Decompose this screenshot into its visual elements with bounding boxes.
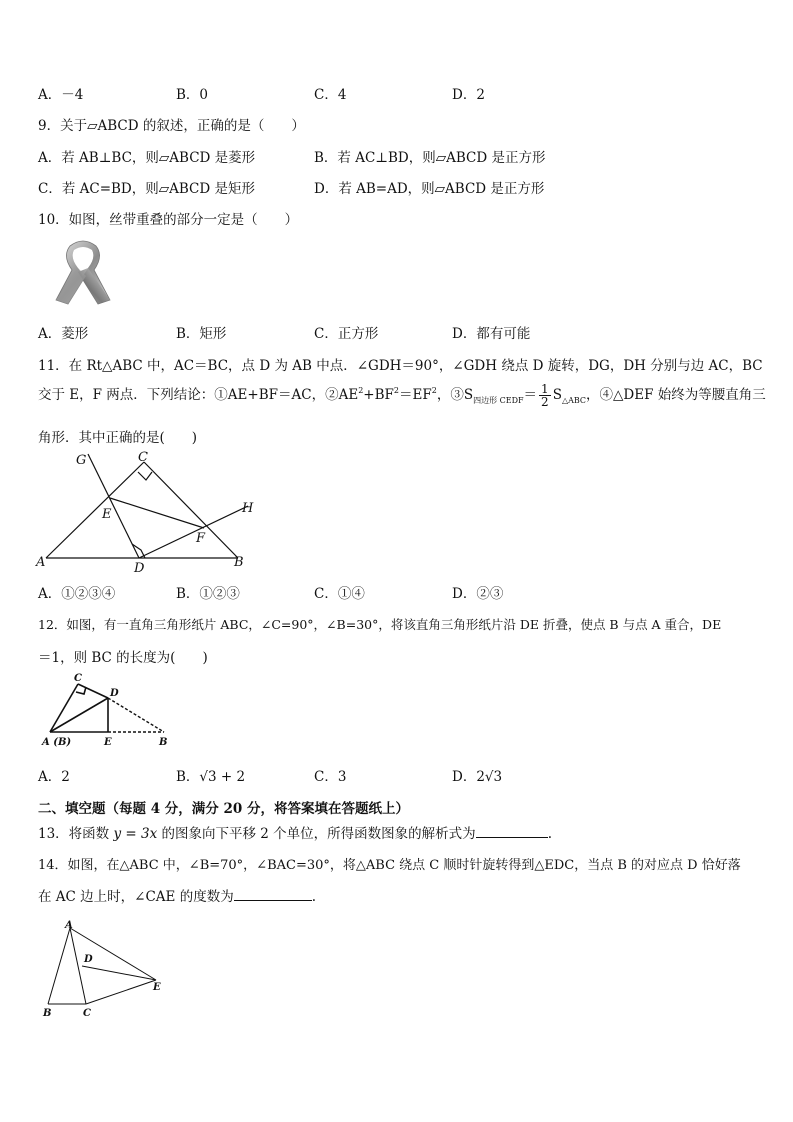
q14-label-E: E: [153, 982, 161, 993]
q11-sq2: 2: [393, 386, 399, 395]
q11-line2-mid3: ，③S: [436, 387, 474, 403]
q11-line2-pre: 交于 E，F 两点．下列结论：①AE+BF＝AC，②AE: [38, 387, 359, 403]
label-G: G: [76, 453, 87, 468]
question-11-line2: [38, 383, 766, 408]
q11-sub-quad: 四边形 CEDF: [473, 396, 524, 405]
label-C: C: [138, 450, 148, 465]
q9-option-c: C．若 AC=BD，则▱ABCD 是矩形: [38, 181, 256, 197]
q12-label-D: D: [110, 688, 119, 699]
q11-option-c: C．①④: [314, 586, 365, 602]
q13-function: y = 3x: [113, 826, 158, 842]
q9-option-b: B．若 AC⊥BD，则▱ABCD 是正方形: [314, 150, 546, 166]
q13-pre: 13．将函数: [38, 826, 114, 842]
question-14-line2: [38, 885, 316, 905]
q12-option-c: C．3: [314, 769, 347, 785]
q11-sq3: 2: [431, 386, 437, 395]
q10-option-c: C．正方形: [314, 326, 379, 342]
q9-option-d: D．若 AB=AD，则▱ABCD 是正方形: [314, 181, 545, 197]
q14-label-B: B: [43, 1008, 52, 1019]
option-b: B．0: [176, 87, 209, 103]
q14-answer-blank[interactable]: [234, 888, 312, 901]
ribbon-figure: [50, 236, 116, 308]
q11-line2-mid2: ＝EF: [399, 387, 432, 403]
question-11-line3: 角形．其中正确的是( ): [38, 430, 198, 446]
q14-line2-text: 在 AC 边上时，∠CAE 的度数为: [38, 889, 234, 905]
label-D: D: [134, 561, 145, 576]
q12-option-b: B．√3 + 2: [176, 769, 246, 785]
q13-post: 的图象向下平移 2 个单位，所得函数图象的解析式为: [157, 826, 476, 842]
question-11-line1: 11．在 Rt△ABC 中，AC＝BC，点 D 为 AB 中点．∠GDH＝90°，∠GDH 绕点 D 旋转，DG，DH 分别与边 AC，BC: [38, 358, 763, 374]
question-10-stem: 10．如图，丝带重叠的部分一定是（ ）: [38, 212, 299, 228]
q12-label-C: C: [74, 673, 82, 684]
q12-option-d: D．2√3: [452, 769, 503, 785]
q11-line2-post: ，④△DEF 始终为等腰直角三: [586, 387, 766, 403]
q11-s2: S: [552, 387, 562, 403]
q11-option-a: A．①②③④: [38, 586, 116, 602]
option-d: D．2: [452, 87, 485, 103]
q11-triangle-figure: [30, 446, 270, 578]
q14-label-A: A: [65, 920, 73, 931]
question-13: [38, 822, 552, 842]
q14-triangle-figure: [38, 918, 174, 1026]
option-a: A．－4: [38, 87, 84, 103]
section-title: 二、填空题（每题 4 分，满分 20 分，将答案填在答题纸上）: [38, 801, 409, 817]
q9-option-a: A．若 AB⊥BC，则▱ABCD 是菱形: [38, 150, 256, 166]
q11-line2-mid1: +BF: [363, 387, 394, 403]
label-B: B: [234, 555, 244, 570]
q12-label-E: E: [104, 737, 112, 748]
option-c: C．4: [314, 87, 347, 103]
question-12-line2: ＝1，则 BC 的长度为( ): [38, 650, 208, 666]
q12-label-B: B: [159, 737, 168, 748]
q12-label-AB: A (B): [42, 737, 72, 748]
q11-sub-tri: △ABC: [561, 396, 587, 405]
label-H: H: [242, 501, 254, 516]
q12-option-a: A．2: [38, 769, 70, 785]
q10-option-a: A．菱形: [38, 326, 89, 342]
label-A: A: [36, 555, 46, 570]
question-12-line1: 12．如图，有一直角三角形纸片 ABC，∠C=90°，∠B=30°，将该直角三角形纸片沿 DE 折叠，使点 B 与点 A 重合，DE: [38, 617, 722, 632]
q13-end: .: [547, 826, 552, 842]
question-9-stem: 9．关于▱ABCD 的叙述，正确的是（ ）: [38, 118, 305, 134]
q11-eq: ＝: [523, 387, 538, 403]
q11-sq1: 2: [358, 386, 364, 395]
label-F: F: [196, 531, 206, 546]
q14-label-C: C: [83, 1008, 91, 1019]
question-14-line1: 14．如图，在△ABC 中，∠B=70°，∠BAC=30°，将△ABC 绕点 C 顺时针旋转得到△EDC，当点 B 的对应点 D 恰好落: [38, 858, 741, 873]
q14-end: .: [311, 889, 316, 905]
q10-option-b: B．矩形: [176, 326, 227, 342]
q12-triangle-figure: [38, 670, 178, 750]
q13-answer-blank[interactable]: [476, 825, 548, 838]
q11-option-b: B．①②③: [176, 586, 240, 602]
q11-option-d: D．②③: [452, 586, 504, 602]
q14-label-D: D: [84, 954, 93, 965]
label-E: E: [102, 507, 112, 522]
fraction-one-half: $\frac{1}{2}$: [541, 382, 549, 409]
q10-option-d: D．都有可能: [452, 326, 531, 342]
